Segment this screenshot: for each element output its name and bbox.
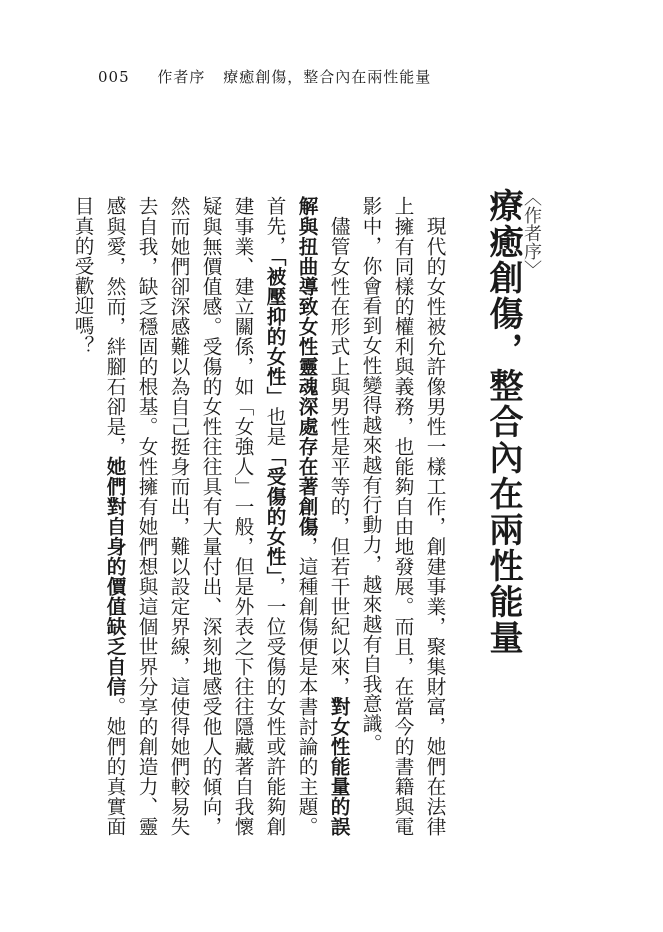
running-head-section: 作者序 xyxy=(157,68,206,86)
running-head-title: 療癒創傷，整合內在兩性能量 xyxy=(223,68,432,86)
page-number: 005 xyxy=(98,68,130,86)
paragraph xyxy=(354,196,450,836)
bold-text-segment: 她們對自身的價值缺乏自信 xyxy=(103,456,126,697)
text-segment: ，這種創傷便是本書討論的主題。首先， xyxy=(263,196,318,837)
text-segment: ，一位受傷的女性或許能夠創建事業、建立關係，如「女強人」一般，但是外表之下往往隱藏著自我懷疑與無價值感。受傷的女性往往具有大量付出、深刻地感受他人的傾向，然而她們卻深感難以為自己挺身而出，難以設定界線，這使得她們較易失去自我，缺乏穩固的根基。女性擁有她們想與這個世界分享的創造力、靈感與愛，然而，絆腳石卻是， xyxy=(103,196,286,837)
text-segment: 儘管女性在形式上與男性是平等的，但若干世紀以來， xyxy=(327,215,350,696)
chapter-title: 療癒創傷，整合內在兩性能量 xyxy=(483,188,523,656)
text-segment: 也是 xyxy=(263,406,286,447)
running-head xyxy=(98,66,431,87)
paragraph xyxy=(66,196,354,836)
text-segment: 現代的女性被允許像男性一樣工作，創建事業，聚集財富，她們在法律上擁有同樣的權利與義務，也能夠自由地發展。而且，在當今的書籍與電影中，你會看到女性變得越來越有行動力，越來越有自我意識。 xyxy=(359,196,446,836)
chapter-label: 〈作者序〉 xyxy=(521,188,542,278)
bold-text-segment: 「受傷的女性」 xyxy=(263,446,286,577)
bold-text-segment: 對女性能量的誤解與扭曲導致女性靈魂深處存在著創傷 xyxy=(295,196,350,836)
text-segment: 。她們的真實面目真的受歡迎嗎？ xyxy=(71,196,126,836)
body-text xyxy=(71,196,450,837)
bold-text-segment: 「被壓抑的女性」 xyxy=(263,255,286,407)
